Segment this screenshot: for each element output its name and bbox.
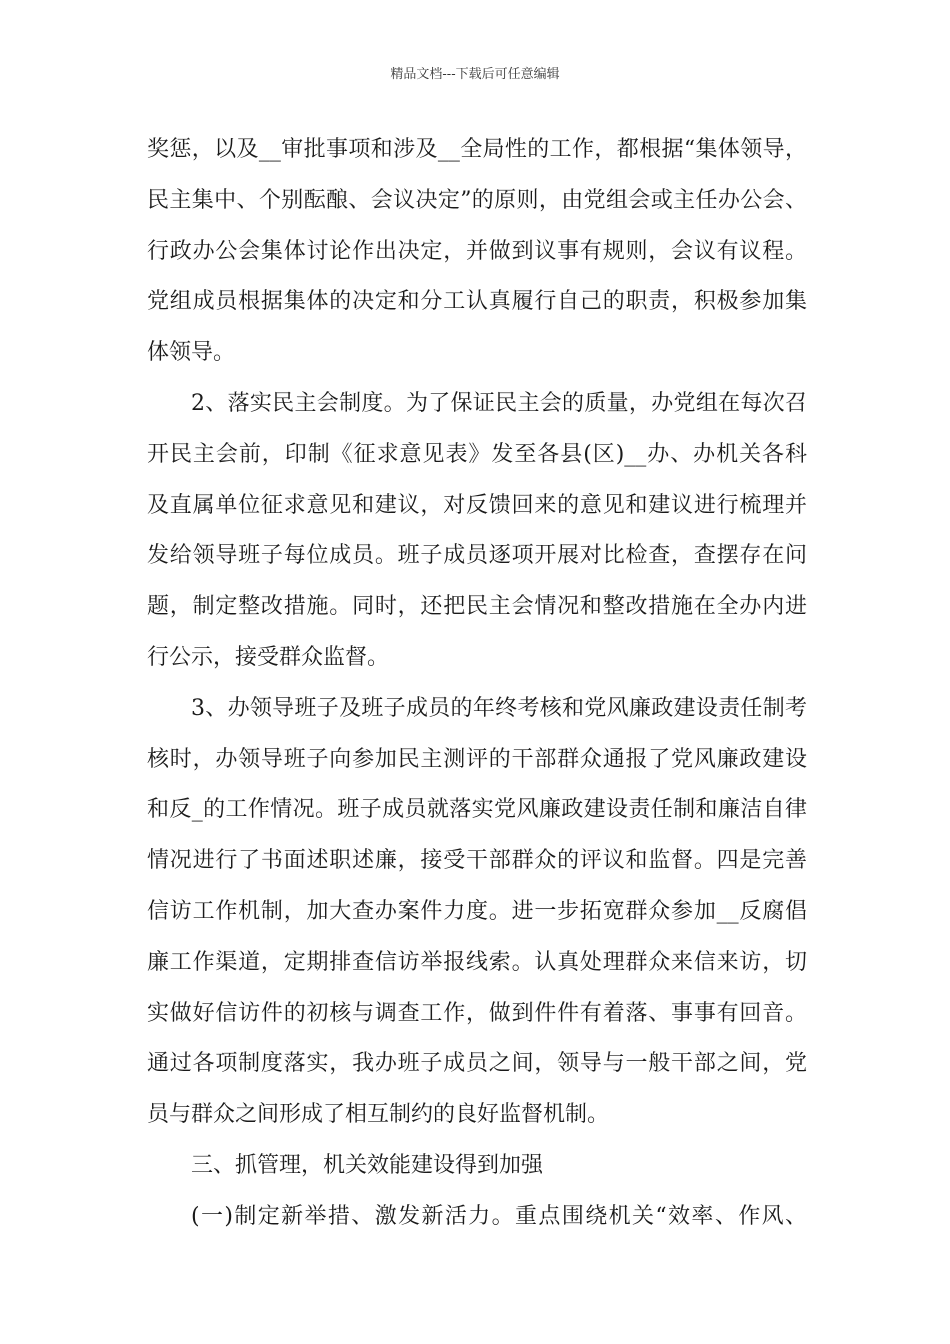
text-line: 体领导。 <box>147 340 236 366</box>
text-line: 和反_的工作情况。班子成员就落实党风廉政建设责任制和廉洁自律 <box>147 797 807 823</box>
text-line: 员与群众之间形成了相互制约的良好监督机制。 <box>147 1102 610 1128</box>
text-line: 行公示，接受群众监督。 <box>147 644 390 670</box>
text-line: 2、落实民主会制度。为了保证民主会的质量，办党组在每次召 <box>191 390 807 416</box>
text-line: (一)制定新举措、激发新活力。重点围绕机关“效率、作风、 <box>191 1203 807 1229</box>
text-line: 核时，办领导班子向参加民主测评的干部群众通报了党风廉政建设 <box>147 746 807 772</box>
document-body <box>147 128 807 1246</box>
text-line: 情况进行了书面述职述廉，接受干部群众的评议和监督。四是完善 <box>147 848 807 874</box>
text-line: 开民主会前，印制《征求意见表》发至各县(区)__办、办机关各科 <box>147 441 807 467</box>
text-line: 廉工作渠道，定期排查信访举报线索。认真处理群众来信来访，切 <box>147 949 807 975</box>
text-line: 信访工作机制，加大查办案件力度。进一步拓宽群众参加__反腐倡 <box>147 898 807 924</box>
section-heading: 三、抓管理，机关效能建设得到加强 <box>191 1152 544 1178</box>
text-line: 奖惩，以及__审批事项和涉及__全局性的工作，都根据“集体领导， <box>147 137 807 162</box>
text-line: 民主集中、个别酝酿、会议决定”的原则，由党组会或主任办公会、 <box>147 187 807 213</box>
text-line: 党组成员根据集体的决定和分工认真履行自己的职责，积极参加集 <box>147 289 807 315</box>
text-line: 行政办公会集体讨论作出决定，并做到议事有规则，会议有议程。 <box>147 238 807 264</box>
text-line: 通过各项制度落实，我办班子成员之间，领导与一般干部之间，党 <box>147 1051 807 1077</box>
text-line: 实做好信访件的初核与调查工作，做到件件有着落、事事有回音。 <box>147 1000 807 1026</box>
text-line: 3、办领导班子及班子成员的年终考核和党风廉政建设责任制考 <box>191 695 807 721</box>
text-line: 及直属单位征求意见和建议，对反馈回来的意见和建议进行梳理并 <box>147 492 807 518</box>
page-header: 精品文档---下载后可任意编辑 <box>390 67 560 82</box>
text-line: 发给领导班子每位成员。班子成员逐项开展对比检查，查摆存在问 <box>147 543 807 569</box>
text-line: 题，制定整改措施。同时，还把民主会情况和整改措施在全办内进 <box>147 594 807 620</box>
